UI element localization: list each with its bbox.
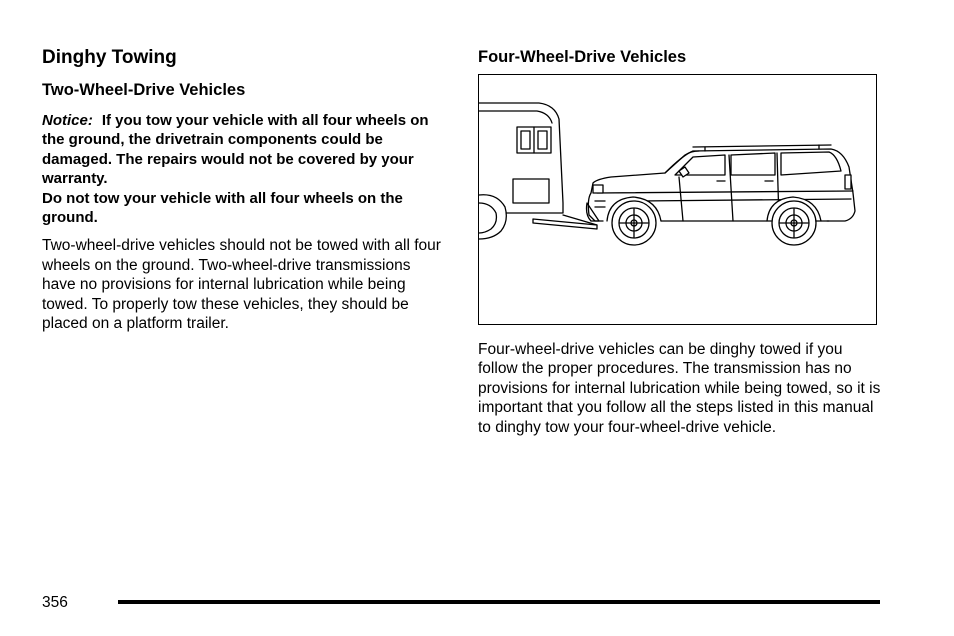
- dinghy-tow-illustration-icon: [479, 75, 877, 325]
- suv-rear-wheel: [772, 201, 816, 245]
- dinghy-tow-figure: [478, 74, 877, 325]
- tow-bar: [533, 219, 597, 229]
- notice-text: If you tow your vehicle with all four wheels on the ground, the drivetrain components could be damaged. The repairs would not be covered by your warranty.: [42, 112, 429, 188]
- section-heading: Dinghy Towing: [42, 47, 177, 68]
- page-number: 356: [42, 594, 68, 611]
- two-wheel-drive-heading: Two-Wheel-Drive Vehicles: [42, 81, 246, 99]
- four-wheel-drive-heading: Four-Wheel-Drive Vehicles: [478, 48, 687, 66]
- two-wheel-drive-body: Two-wheel-drive vehicles should not be towed with all four wheels on the ground. Two-wheel-drive transmissions have no provisions for internal lubrication while being towed. To properly tow these vehicles, they should be placed on a platform trailer.: [42, 237, 441, 333]
- suv-front-window: [731, 153, 775, 175]
- footer-rule: [118, 600, 880, 604]
- suv-front-wheel: [612, 201, 656, 245]
- suv-rear-window: [781, 152, 841, 175]
- right-column: [478, 46, 882, 437]
- four-wheel-drive-body: Four-wheel-drive vehicles can be dinghy towed if you follow the proper procedures. The transmission has no provisions for internal lubrication while being towed, so it is important that you follow all the steps listed in this manual to dinghy tow your four-wheel-drive vehicle.: [478, 341, 881, 436]
- notice-instruction: Do not tow your vehicle with all four wheels on the ground.: [42, 189, 403, 227]
- left-column: [42, 46, 448, 333]
- notice-label: Notice:: [42, 112, 93, 129]
- notice-block: [42, 111, 448, 227]
